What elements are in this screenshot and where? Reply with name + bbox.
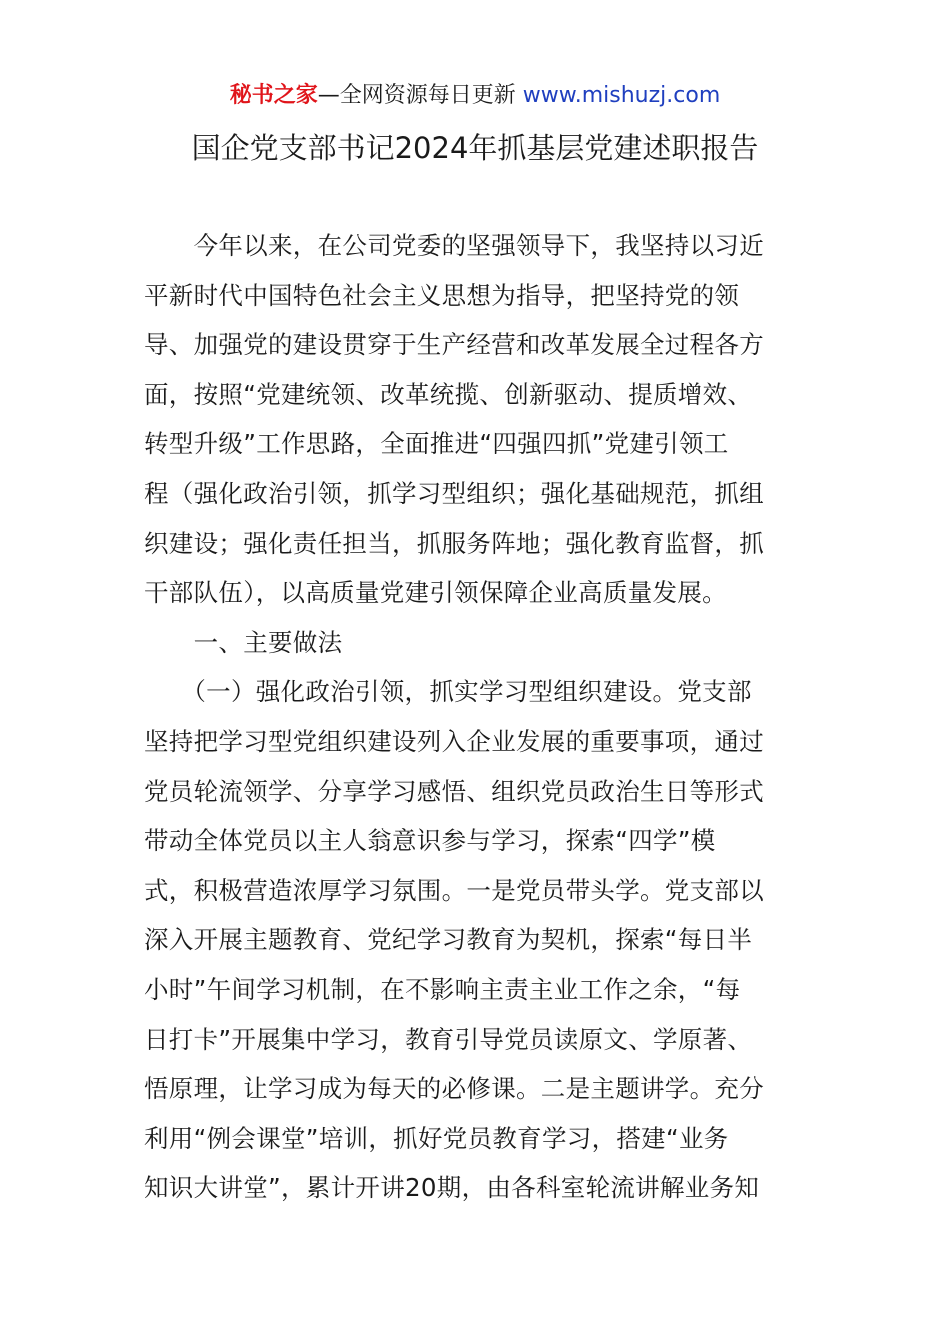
text-line: 利用“例会课堂”培训，抓好党员教育学习，搭建“业务 [144, 1123, 729, 1153]
text-line: 今年以来，在公司党委的坚强领导下，我坚持以习近 [144, 231, 764, 260]
text-line: 程（强化政治引领，抓学习型组织；强化基础规范，抓组 [144, 478, 764, 508]
text-line: 干部队伍），以高质量党建引领保障企业高质量发展。 [144, 578, 727, 608]
header-tagline: —全网资源每日更新 [317, 83, 523, 108]
text-line: 导、加强党的建设贯穿于生产经营和改革发展全过程各方 [144, 330, 764, 360]
text-line: 知识大讲堂”，累计开讲20期，由各科室轮流讲解业务知 [144, 1173, 760, 1203]
text-line: 小时”午间学习机制，在不影响主责主业工作之余，“每 [144, 974, 741, 1004]
text-line: 面，按照“党建统领、改革统揽、创新驱动、提质增效、 [144, 379, 753, 409]
text-line: 党员轮流领学、分享学习感悟、组织党员政治生日等形式 [144, 776, 764, 806]
brand-name: 秘书之家 [229, 83, 318, 108]
text-line: 式，积极营造浓厚学习氛围。一是党员带头学。党支部以 [144, 875, 764, 905]
text-line: 悟原理，让学习成为每天的必修课。二是主题讲学。充分 [144, 1074, 764, 1104]
text-line: 平新时代中国特色社会主义思想为指导，把坚持党的领 [144, 280, 740, 310]
text-line: 织建设；强化责任担当，抓服务阵地；强化教育监督，抓 [144, 528, 764, 558]
document-body [144, 226, 808, 1218]
text-line: （一）强化政治引领，抓实学习型组织建设。党支部 [144, 677, 752, 707]
text-line: 深入开展主题教育、党纪学习教育为契机，探索“每日半 [144, 925, 753, 955]
site-url-link[interactable]: www.mishuzj.com [522, 83, 721, 108]
text-line: 一、主要做法 [144, 627, 343, 657]
document-title: 国企党支部书记2024年抓基层党建述职报告 [191, 131, 759, 165]
text-line: 日打卡”开展集中学习，教育引导党员读原文、学原著、 [144, 1024, 753, 1054]
text-line: 转型升级”工作思路，全面推进“四强四抓”党建引领工 [144, 429, 729, 459]
text-line: 带动全体党员以主人翁意识参与学习，探索“四学”模 [144, 826, 716, 856]
site-header [0, 80, 950, 112]
text-line: 坚持把学习型党组织建设列入企业发展的重要事项，通过 [144, 726, 764, 756]
